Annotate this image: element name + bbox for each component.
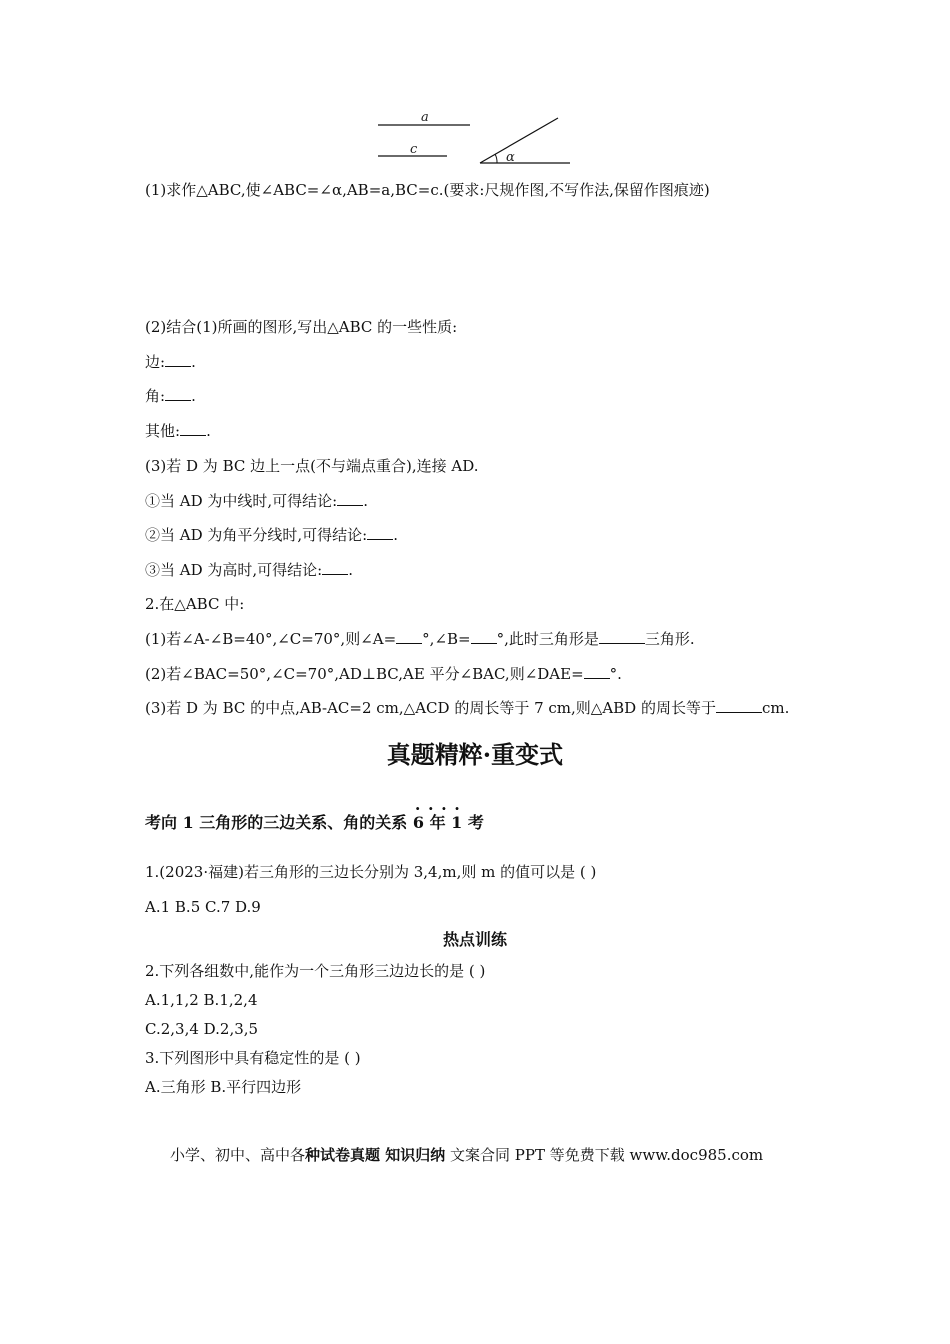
side-label: 边: — [145, 353, 166, 371]
property-other — [145, 421, 211, 441]
period: . — [363, 492, 368, 510]
problem-3: 3.下列图形中具有稳定性的是 ( ) — [145, 1049, 361, 1067]
q2-2-text-b: °. — [609, 665, 622, 683]
hot-training-title: 热点训练 — [442, 930, 507, 949]
angle-label: 角: — [145, 387, 166, 405]
period: . — [393, 526, 398, 544]
case-bisector-text: ②当 AD 为角平分线时,可得结论: — [145, 526, 368, 544]
question-1-part-2: (2)结合(1)所画的图形,写出△ABC 的一些性质: — [145, 318, 458, 336]
q2-1-text: (1)若∠A-∠B=40°,∠C=70°,则∠A= — [145, 630, 397, 648]
question-1-part-3: (3)若 D 为 BC 边上一点(不与端点重合),连接 AD. — [145, 457, 479, 475]
angle-arc — [495, 154, 497, 163]
period: . — [348, 561, 353, 579]
answer-blank[interactable] — [180, 421, 206, 436]
answer-blank[interactable] — [584, 664, 610, 679]
answer-blank[interactable] — [165, 352, 191, 367]
case-altitude — [145, 560, 353, 580]
period: . — [191, 387, 196, 405]
angle-ray-top — [480, 118, 558, 163]
answer-blank[interactable] — [396, 629, 422, 644]
case-altitude-text: ③当 AD 为高时,可得结论: — [145, 561, 323, 579]
answer-blank[interactable] — [471, 629, 497, 644]
answer-blank[interactable] — [337, 491, 363, 506]
problem-2: 2.下列各组数中,能作为一个三角形三边边长的是 ( ) — [145, 962, 486, 980]
answer-blank[interactable] — [322, 560, 348, 575]
case-bisector — [145, 525, 398, 545]
topic-emphasis: · · 6 年 1 考 — [413, 812, 484, 834]
problem-2-options-2: C.2,3,4 D.2,3,5 — [145, 1020, 259, 1038]
label-a: a — [421, 110, 429, 125]
answer-blank[interactable] — [599, 629, 645, 644]
label-alpha: α — [506, 150, 515, 165]
topic-heading — [145, 812, 484, 834]
q2-1-text-d: 三角形. — [644, 630, 695, 648]
footer-part1: 小学、初中、高中各 — [170, 1146, 306, 1164]
question-2-part-3 — [145, 698, 789, 718]
question-2-part-2 — [145, 664, 622, 684]
question-2-part-1 — [145, 629, 695, 649]
q2-3-text-b: cm. — [761, 699, 790, 717]
footer-part4: 文案合同 PPT 等免费下载 www.doc985.com — [445, 1146, 764, 1164]
footer-watermark — [170, 1145, 763, 1165]
question-1-part-1: (1)求作△ABC,使∠ABC=∠α,AB=a,BC=c.(要求:尺规作图,不写作法,保留作图痕迹) — [145, 181, 710, 199]
period: . — [191, 353, 196, 371]
problem-1: 1.(2023·福建)若三角形的三边长分别为 3,4,m,则 m 的值可以是 ( ) — [145, 863, 597, 881]
label-c: c — [410, 142, 418, 157]
other-label: 其他: — [145, 422, 181, 440]
question-2: 2.在△ABC 中: — [145, 595, 245, 613]
topic-prefix: 考向 1 三角形的三边关系、角的关系 — [145, 813, 408, 832]
answer-blank[interactable] — [367, 525, 393, 540]
q2-2-text: (2)若∠BAC=50°,∠C=70°,AD⊥BC,AE 平分∠BAC,则∠DAE= — [145, 665, 584, 683]
section-title: 真题精粹·重变式 — [386, 740, 564, 769]
problem-1-options: A.1 B.5 C.7 D.9 — [145, 898, 261, 916]
property-angle — [145, 386, 196, 406]
footer-part2: 种试卷真题 — [305, 1146, 381, 1164]
footer-part3: 知识归纳 — [380, 1146, 446, 1164]
problem-3-options: A.三角形 B.平行四边形 — [145, 1078, 302, 1096]
case-median-text: ①当 AD 为中线时,可得结论: — [145, 492, 338, 510]
answer-blank[interactable] — [165, 386, 191, 401]
construction-figure — [370, 105, 590, 170]
period: . — [206, 422, 211, 440]
q2-1-text-b: °,∠B= — [422, 630, 471, 648]
problem-2-options-1: A.1,1,2 B.1,2,4 — [145, 991, 258, 1009]
q2-1-text-c: °,此时三角形是 — [496, 630, 599, 648]
q2-3-text: (3)若 D 为 BC 的中点,AB-AC=2 cm,△ACD 的周长等于 7 cm,则△ABD 的周长等于 — [145, 699, 716, 717]
case-median — [145, 491, 368, 511]
property-side — [145, 352, 196, 372]
answer-blank[interactable] — [716, 698, 762, 713]
